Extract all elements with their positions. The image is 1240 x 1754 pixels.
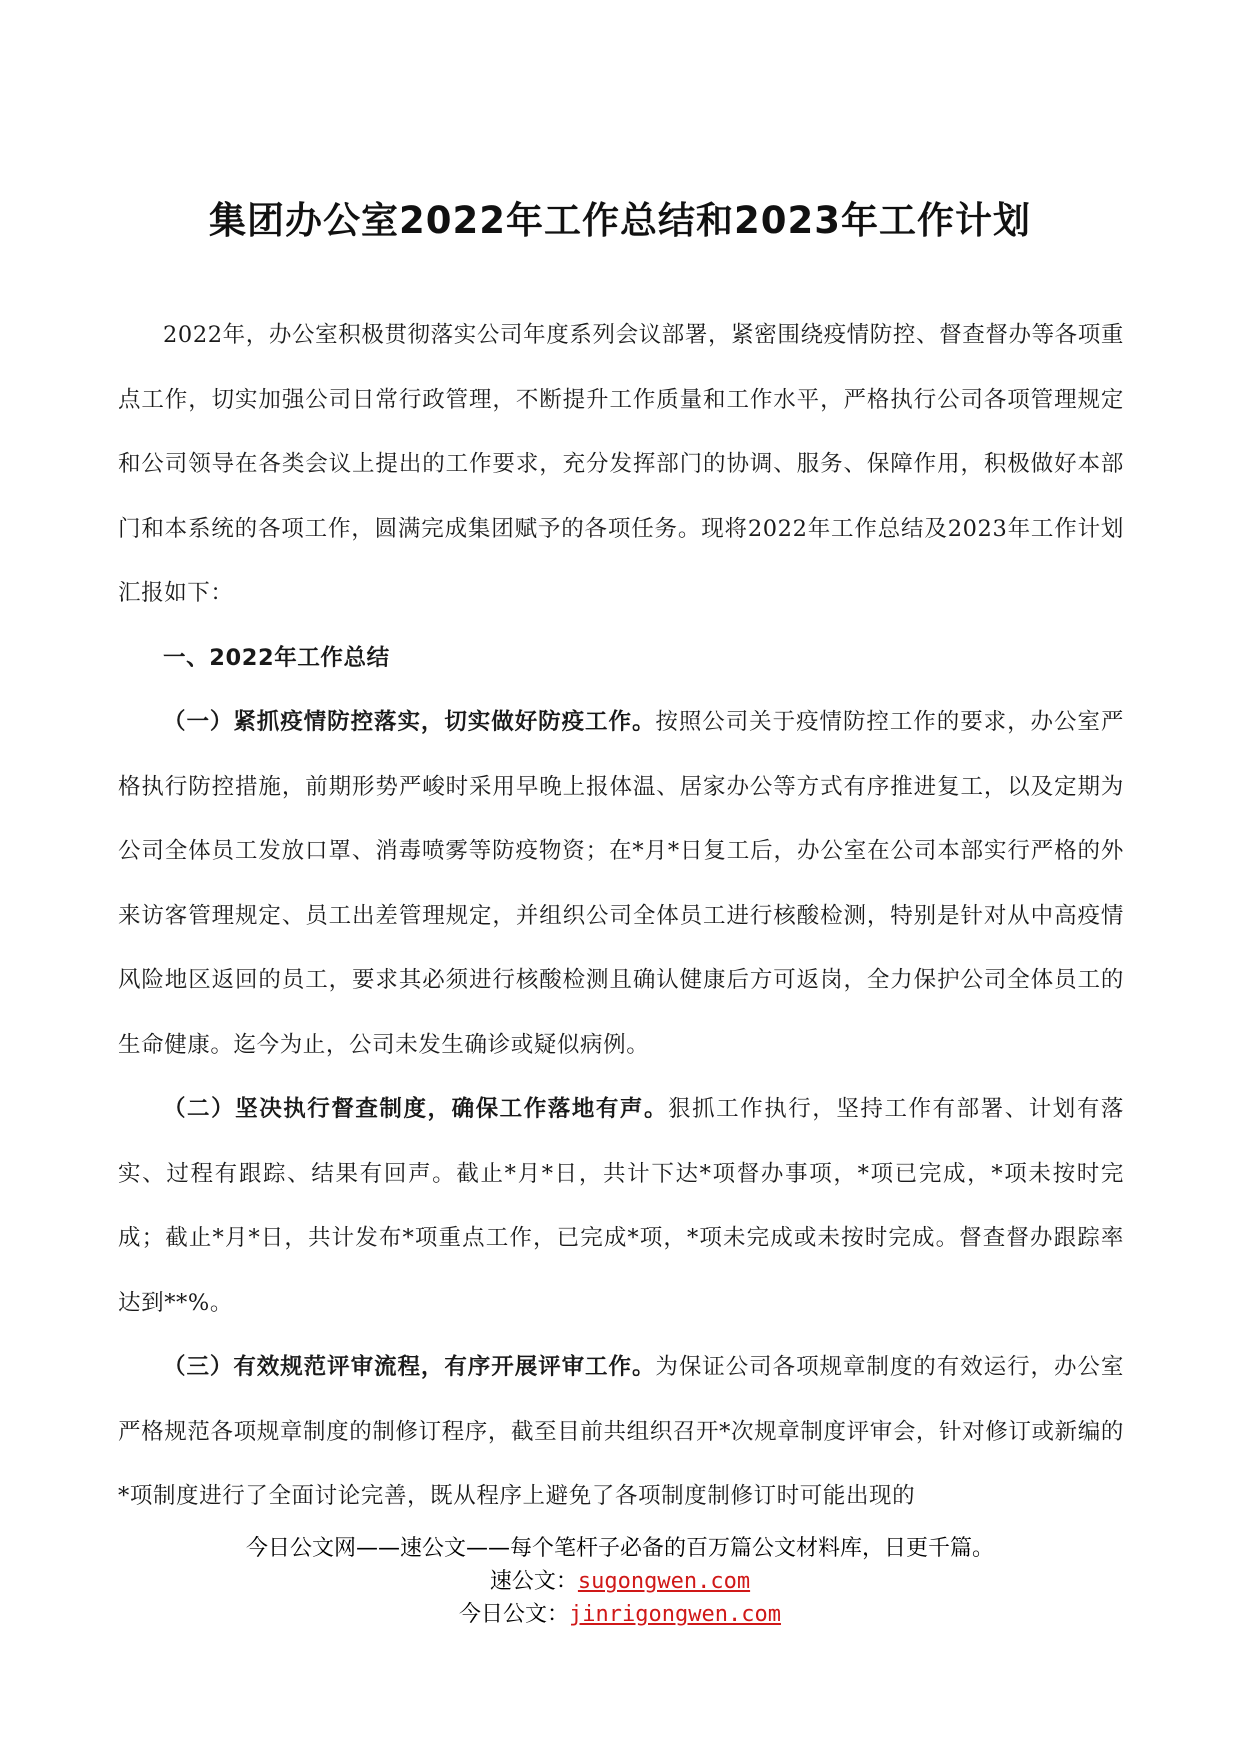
intro-paragraph: 2022年，办公室积极贯彻落实公司年度系列会议部署，紧密围绕疫情防控、督查督办等各项重点工作，切实加强公司日常行政管理，不断提升工作质量和工作水平，严格执行公司各项管理规定和公司领导在各类会议上提出的工作要求，充分发挥部门的协调、服务、保障作用，积极做好本部门和本系统的各项工作，圆满完成集团赋予的各项任务。现将2022年工作总结及2023年工作计划汇报如下：: [118, 322, 1124, 606]
document-title: 集团办公室2022年工作总结和2023年工作计划: [209, 199, 1031, 242]
item-lead: （三）有效规范评审流程，有序开展评审工作。: [163, 1354, 656, 1380]
item-paragraph-1: [118, 690, 1124, 1077]
footer-label: 速公文：: [489, 1569, 578, 1594]
footer-line-jinrigongwen: [0, 1598, 1240, 1631]
item-paragraph-2: [118, 1077, 1124, 1335]
footer-line-sugongwen: [0, 1565, 1240, 1598]
footer-label: 今日公文：: [459, 1602, 570, 1627]
item-paragraph-3: [118, 1335, 1124, 1529]
document-body: [118, 303, 1124, 1529]
footer-slogan: 今日公文网——速公文——每个笔杆子必备的百万篇公文材料库，日更千篇。: [245, 1536, 994, 1561]
item-lead: （二）坚决执行督查制度，确保工作落地有声。: [163, 1096, 669, 1122]
item-text: 为保证公司各项规章制度的有效运行，办公室严格规范各项规章制度的制修订程序，截至目前共组织召开*次规章制度评审会，针对修订或新编的*项制度进行了全面讨论完善，既从程序上避免了各项制度制修订时可能出现的: [118, 1354, 1124, 1509]
footer-promo: [0, 1532, 1240, 1631]
sugongwen-link[interactable]: sugongwen.com: [577, 1569, 751, 1594]
item-lead: （一）紧抓疫情防控落实，切实做好防疫工作。: [163, 709, 656, 735]
jinrigongwen-link[interactable]: jinrigongwen.com: [569, 1602, 781, 1627]
section-heading: 一、2022年工作总结: [163, 644, 390, 671]
item-text: 狠抓工作执行，坚持工作有部署、计划有落实、过程有跟踪、结果有回声。截止*月*日，共计下达*项督办事项，*项已完成，*项未按时完成；截止*月*日，共计发布*项重点工作，已完成*项，*项未完成或未按时完成。督查督办跟踪率达到**%。: [118, 1096, 1124, 1316]
item-text: 按照公司关于疫情防控工作的要求，办公室严格执行防控措施，前期形势严峻时采用早晚上报体温、居家办公等方式有序推进复工，以及定期为公司全体员工发放口罩、消毒喷雾等防疫物资；在*月*日复工后，办公室在公司本部实行严格的外来访客管理规定、员工出差管理规定，并组织公司全体员工进行核酸检测，特别是针对从中高疫情风险地区返回的员工，要求其必须进行核酸检测且确认健康后方可返岗，全力保护公司全体员工的生命健康。迄今为止，公司未发生确诊或疑似病例。: [118, 709, 1124, 1058]
